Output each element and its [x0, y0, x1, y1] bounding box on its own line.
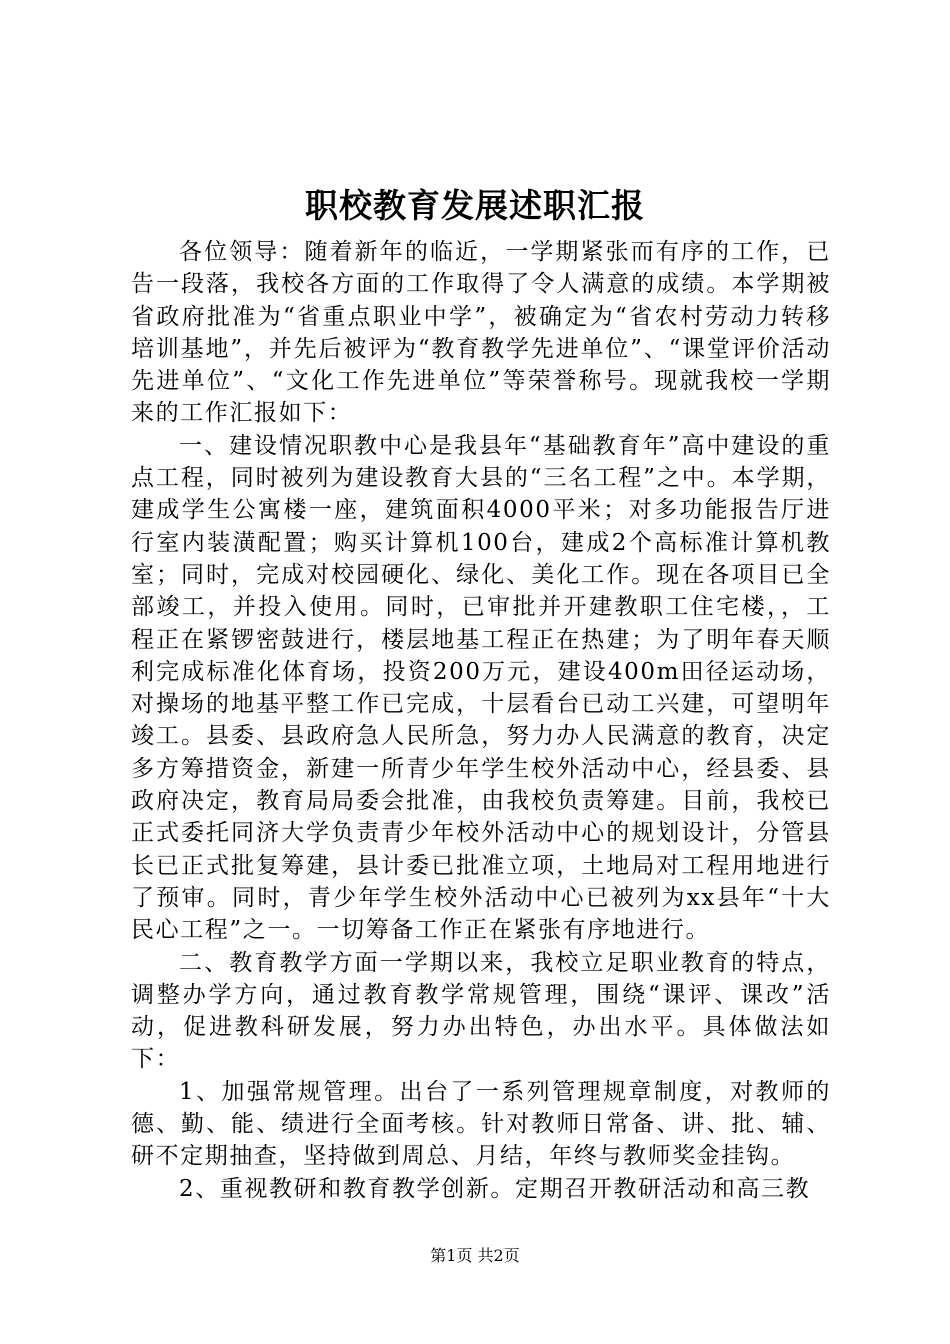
paragraph-management: 1、加强常规管理。出台了一系列管理规章制度，对教师的德、勤、能、绩进行全面考核。针对教师日常备、讲、批、辅、研不定期抽查，坚持做到周总、月结，年终与教师奖金挂钩。 [131, 1078, 831, 1170]
paragraph-construction: 一、建设情况职教中心是我县年“基础教育年”高中建设的重点工程，同时被列为建设教育大县的“三名工程”之中。本学期，建成学生公寓楼一座，建筑面积4000平米；对多功能报告厅进行室内装潢配置；购买计算机100台，建成2个高标准计算机教室；同时，完成对校园硬化、绿化、美化工作。现在各项目已全部竣工，并投入使用。同时，已审批并开建教职工住宅楼，，工程正在紧锣密鼓进行，楼层地基工程正在热建；为了明年春天顺利完成标准化体育场，投资200万元，建设400m田径运动场，对操场的地基平整工作已完成，十层看台已动工兴建，可望明年竣工。县委、县政府急人民所急，努力办人民满意的教育，决定多方筹措资金，新建一所青少年学生校外活动中心，经县委、县政府决定，教育局局委会批准，由我校负责筹建。目前，我校已正式委托同济大学负责青少年校外活动中心的规划设计，分管县长已正式批复筹建，县计委已批准立项，土地局对工程用地进行了预审。同时，青少年学生校外活动中心已被列为xx县年“十大民心工程”之一。一切筹备工作正在紧张有序地进行。 [131, 432, 831, 944]
paragraph-teaching: 二、教育教学方面一学期以来，我校立足职业教育的特点，调整办学方向，通过教育教学常规管理，围绕“课评、课改”活动，促进教科研发展，努力办出特色，办出水平。具体做法如下： [131, 949, 831, 1073]
page-footer: 第1页 共2页 [430, 1246, 520, 1265]
document-body [131, 236, 831, 1205]
paragraph-research: 2、重视教研和教育教学创新。定期召开教研活动和高三教 [179, 1175, 811, 1202]
document-title: 职校教育发展述职汇报 [305, 186, 645, 225]
paragraph-greeting: 各位领导：随着新年的临近，一学期紧张而有序的工作，已告一段落，我校各方面的工作取得了令人满意的成绩。本学期被省政府批准为“省重点职业中学”，被确定为“省农村劳动力转移培训基地”，并先后被评为“教育教学先进单位”、“课堂评价活动先进单位”、“文化工作先进单位”等荣誉称号。现就我校一学期来的工作汇报如下： [131, 239, 831, 427]
